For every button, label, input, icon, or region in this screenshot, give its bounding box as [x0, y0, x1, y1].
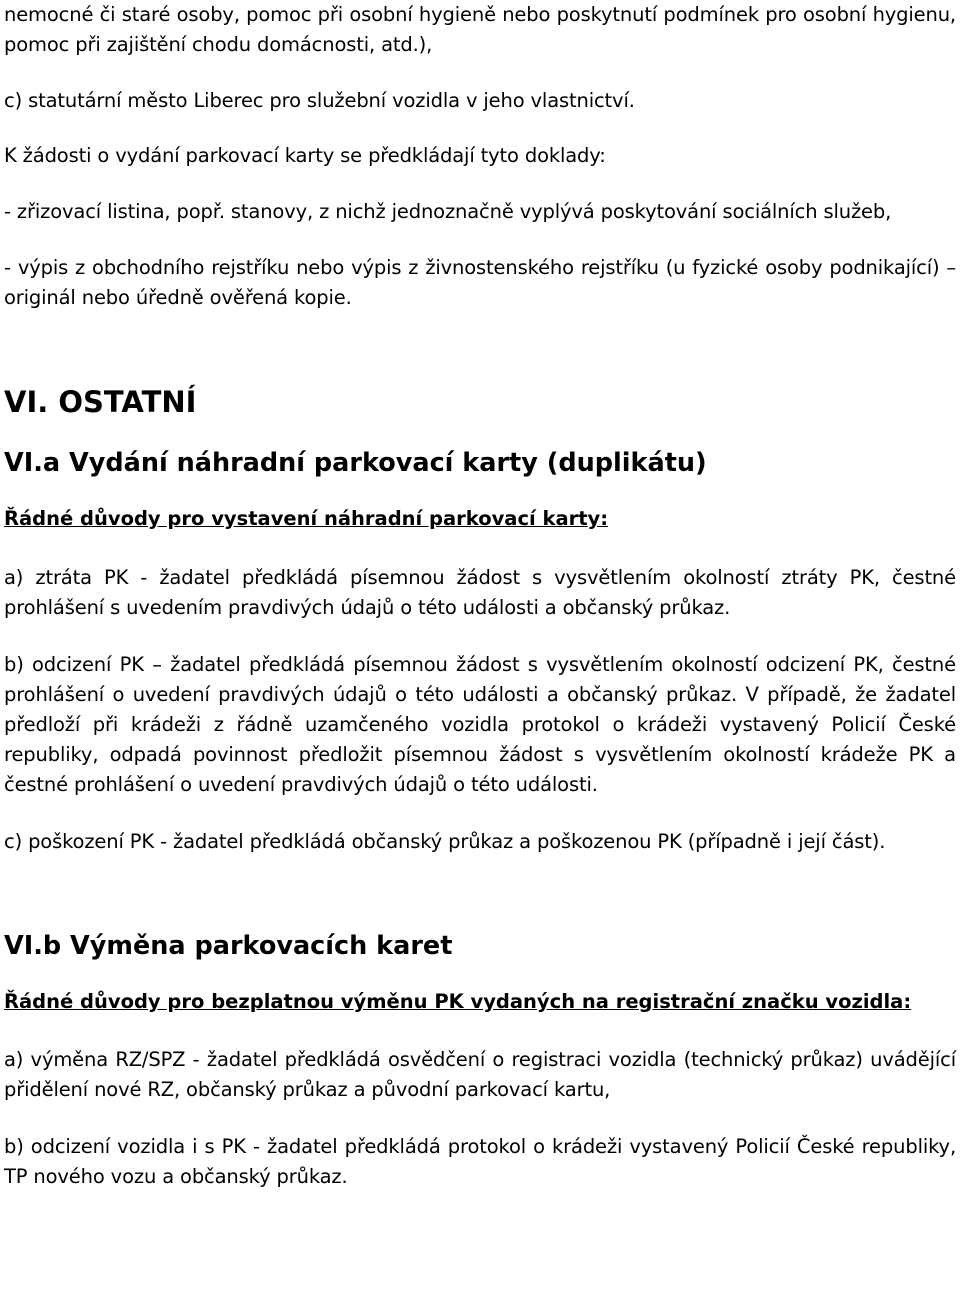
paragraph-founding-deed: - zřizovací listina, popř. stanovy, z nichž jednoznačně vyplývá poskytování sociálních služeb, — [4, 200, 892, 223]
reasons-heading-duplicate: Řádné důvody pro vystavení náhradní parkovací karty: — [4, 507, 609, 530]
item-loss-of-card: a) ztráta PK - žadatel předkládá písemnou žádost s vysvětlením okolností ztráty PK, čestné prohlášení s uvedením pravdivých údajů o této události a občanský průkaz. — [4, 566, 956, 619]
item-theft-of-card: b) odcizení PK – žadatel předkládá písemnou žádost s vysvětlením okolností odcizení PK, čestné prohlášení o uvedení pravdivých údajů o této události a občanský průkaz. V případě, že žadatel předloží při krádeži z řádně uzamčeného vozidla protokol o krádeži vystavený Policií České republiky, odpadá povinnost předložit písemnou žádost s vysvětlením okolností krádeže PK a čestné prohlášení o uvedení pravdivých údajů o této události. — [4, 653, 956, 796]
subsection-title-duplicate-card: VI.a Vydání náhradní parkovací karty (duplikátu) — [4, 448, 707, 478]
paragraph-city-liberec: c) statutární město Liberec pro služební vozidla v jeho vlastnictví. — [4, 89, 635, 112]
item-plate-change: a) výměna RZ/SPZ - žadatel předkládá osvědčení o registraci vozidla (technický průkaz) uvádějící přidělení nové RZ, občanský průkaz a původní parkovací kartu, — [4, 1048, 956, 1101]
item-damage-of-card: c) poškození PK - žadatel předkládá občanský průkaz a poškozenou PK (případně i její část). — [4, 830, 886, 853]
item-vehicle-theft: b) odcizení vozidla i s PK - žadatel předkládá protokol o krádeži vystavený Policií České republiky, TP nového vozu a občanský průkaz. — [4, 1135, 956, 1188]
subsection-title-card-exchange: VI.b Výměna parkovacích karet — [4, 931, 453, 961]
paragraph-trade-register: - výpis z obchodního rejstříku nebo výpis z živnostenského rejstříku (u fyzické osoby podnikající) – originál nebo úředně ověřená kopie. — [4, 256, 956, 309]
document-page — [4, 0, 956, 1192]
section-title-other: VI. OSTATNÍ — [4, 385, 197, 419]
paragraph-care-services: nemocné či staré osoby, pomoc při osobní hygieně nebo poskytnutí podmínek pro osobní hygienu, pomoc při zajištění chodu domácnosti, atd.), — [4, 3, 956, 56]
reasons-heading-exchange: Řádné důvody pro bezplatnou výměnu PK vydaných na registrační značku vozidla: — [4, 990, 912, 1013]
paragraph-documents-intro: K žádosti o vydání parkovací karty se předkládají tyto doklady: — [4, 144, 606, 167]
